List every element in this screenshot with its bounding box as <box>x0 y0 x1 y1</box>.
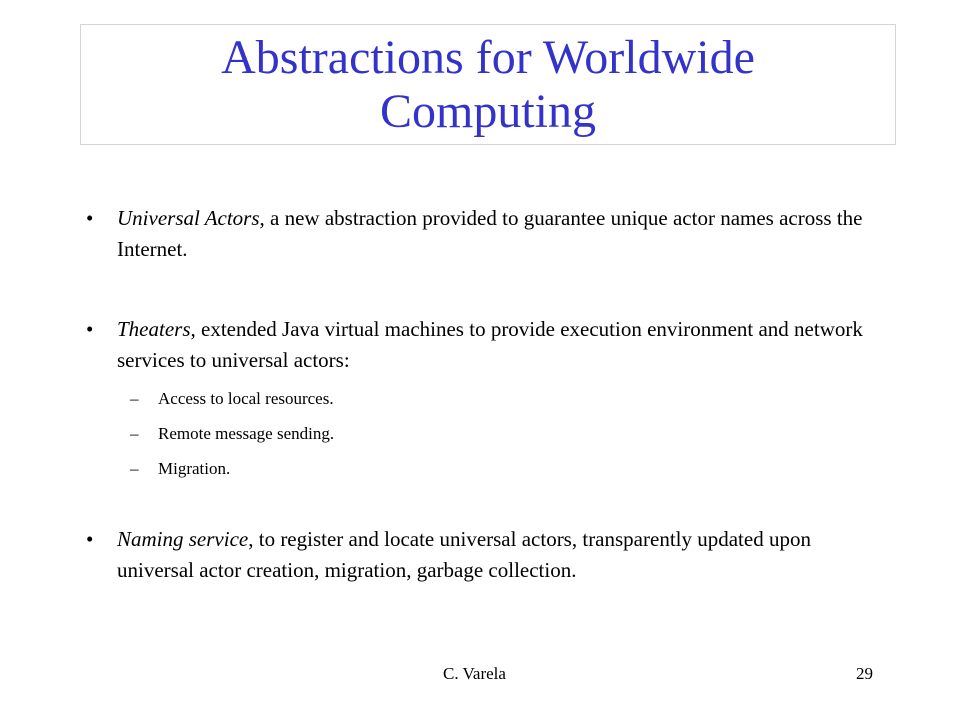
bullet-marker: • <box>86 317 94 341</box>
sub-item-migration <box>130 458 230 480</box>
bullet-marker: • <box>86 206 94 230</box>
bullet-body <box>117 524 876 586</box>
sub-item-remote-messaging <box>130 423 334 445</box>
sub-item-text: Migration. <box>158 459 231 478</box>
slide-title <box>221 31 755 139</box>
bullet-text: , to register and locate universal actors, transparently updated upon universal actor creation, migration, garbage collection. <box>117 527 811 582</box>
sub-item-text: Access to local resources. <box>158 389 334 408</box>
footer-page-number: 29 <box>856 664 873 683</box>
sub-item-text: Remote message sending. <box>158 424 335 443</box>
bullet-body <box>117 314 876 376</box>
sub-item-marker: – <box>130 424 139 443</box>
slide-title-line-1: Abstractions for Worldwide <box>221 30 755 84</box>
slide-title-line-2: Computing <box>379 84 597 138</box>
title-box <box>80 24 896 145</box>
bullet-marker: • <box>86 527 94 551</box>
bullet-term: Universal Actors <box>117 206 260 230</box>
sub-item-local-resources <box>130 388 334 410</box>
bullet-term: Theaters <box>117 317 191 341</box>
sub-item-marker: – <box>130 459 139 478</box>
bullet-term: Naming service <box>117 527 249 551</box>
footer-author: C. Varela <box>443 664 506 683</box>
bullet-text: , a new abstraction provided to guarantee unique actor names across the Internet. <box>117 206 863 261</box>
sub-item-marker: – <box>130 389 139 408</box>
bullet-text: , extended Java virtual machines to provide execution environment and network services to universal actors: <box>117 317 863 372</box>
bullet-body <box>117 203 876 265</box>
bullet-naming-service <box>86 524 876 586</box>
bullet-universal-actors <box>86 203 876 265</box>
bullet-theaters <box>86 314 876 376</box>
